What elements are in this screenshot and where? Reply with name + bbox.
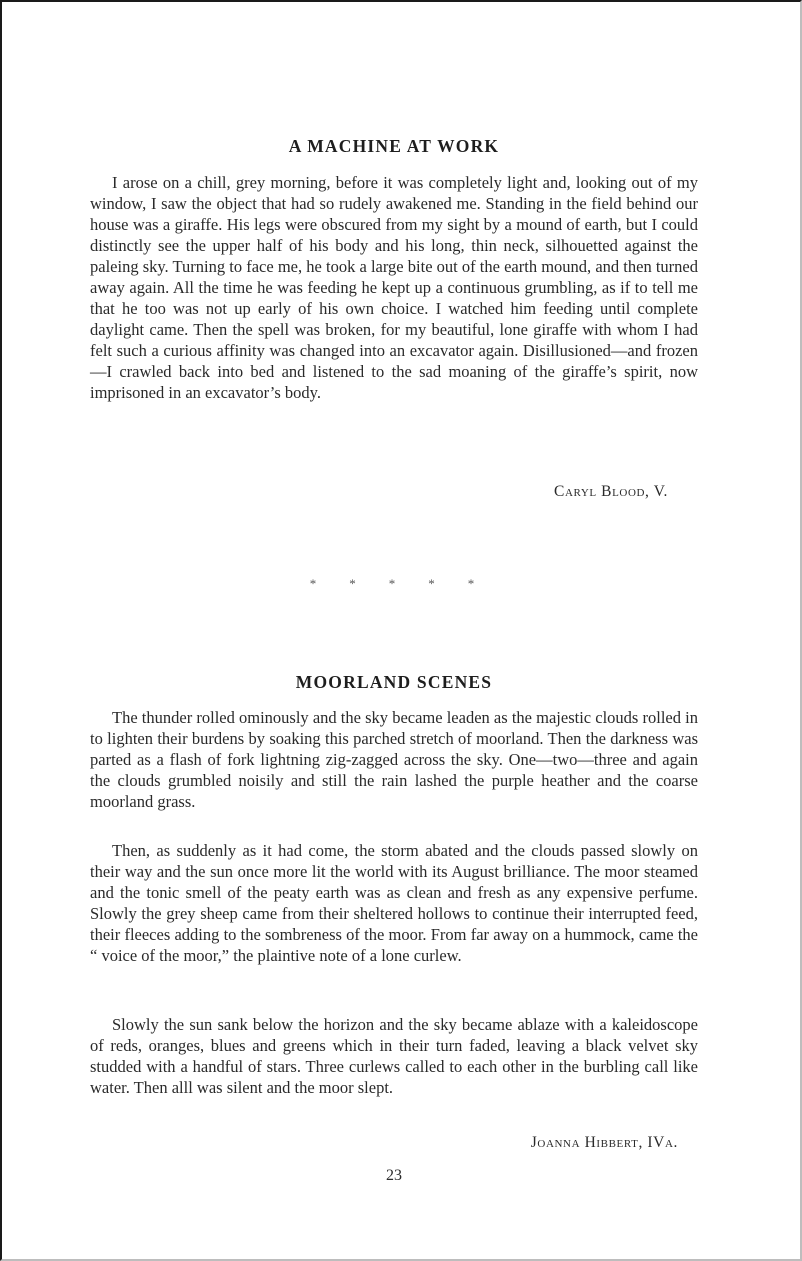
separator-asterisk: * [388, 576, 396, 591]
article-title-machine-at-work: A MACHINE AT WORK [288, 136, 500, 156]
article-paragraph: Then, as suddenly as it had come, the storm abated and the clouds passed slowly on their way and the sun once more lit the world with its August brilliance. The moor steamed and the tonic smell of the peaty earth was as clean and fresh as any expensive perfume. Slowly the grey sheep came from their sheltered hollows to continue their interrupted feed, their fleeces adding to the sombreness of the moor. From far away on a hummock, came the “ voice of the moor,” the plaintive note of a lone curlew. [90, 841, 698, 965]
page-number: 23 [386, 1167, 402, 1184]
article-title-moorland-scenes: MOORLAND SCENES [295, 672, 493, 692]
separator-asterisk: * [309, 576, 317, 591]
section-separator [2, 576, 782, 592]
separator-asterisk: * [428, 576, 435, 591]
separator-asterisk: * [349, 576, 356, 591]
article-body-machine-at-work: I arose on a chill, grey morning, before it was completely light and, looking out of my window, I saw the object that had so rudely awakened me. Standing in the field behind our house was a giraffe. His legs were obscured from my sight by a mound of earth, but I could distinctly see the upper half of his body and his long, thin neck, silhouetted against the paleing sky. Turning to face me, he took a large bite out of the earth mound, and then turned away again. All the time he was feeding he kept up a continuous grumbling, as if to tell me that he too was not up early of his own choice. I watched him feeding until complete daylight came. Then the spell was broken, for my beautiful, lone giraffe with whom I had felt such a curious affinity was changed into an excavator again. Disillusioned—and frozen—I crawled back into bed and listened to the sad moaning of the giraffe’s spirit, now imprisoned in an excavator’s body. [90, 173, 698, 402]
article-paragraph: Slowly the sun sank below the horizon and the sky became ablaze with a kaleidoscope of reds, oranges, blues and greens which in their turn faded, leaving a black velvet sky studded with a handful of stars. Three curlews called to each other in the burbling call like water. Then alll was silent and the moor slept. [90, 1015, 698, 1097]
article-paragraph: The thunder rolled ominously and the sky became leaden as the majestic clouds rolled in to lighten their burdens by soaking this parched stretch of moorland. Then the darkness was parted as a flash of fork lightning zig-zagged across the sky. One—two—three and again the clouds grumbled noisily and still the rain lashed the purple heather and the coarse moorland grass. [90, 708, 698, 811]
separator-asterisk: * [467, 576, 475, 591]
author-signature-joanna-hibbert: Joanna Hibbert, IVa. [530, 1134, 678, 1151]
author-signature-caryl-blood: Caryl Blood, V. [554, 483, 668, 500]
